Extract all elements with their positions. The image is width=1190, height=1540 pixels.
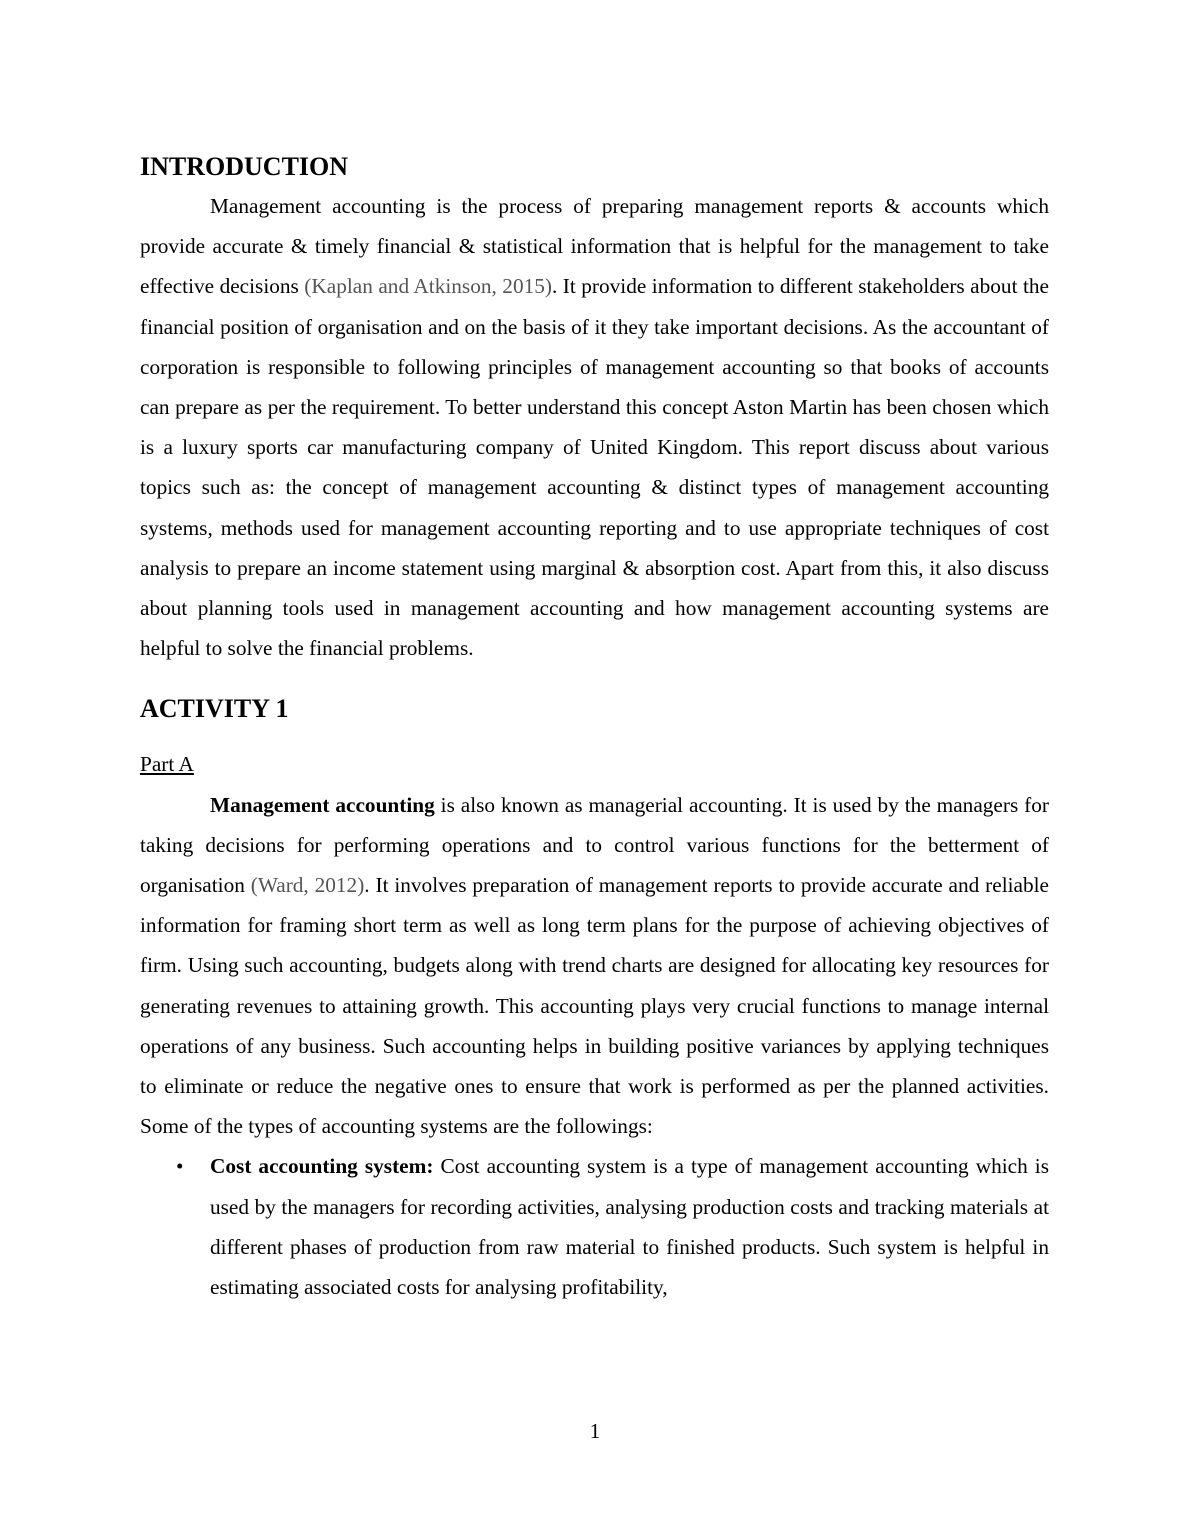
- activity-1-paragraph: [140, 785, 1049, 1147]
- activity-citation: (Ward, 2012): [250, 873, 365, 898]
- intro-citation: (Kaplan and Atkinson, 2015): [304, 274, 552, 299]
- bullet-icon: •: [176, 1154, 184, 1179]
- introduction-heading: INTRODUCTION: [140, 152, 349, 181]
- part-a-label: Part A: [140, 752, 194, 777]
- list-item-term: Cost accounting system:: [210, 1154, 434, 1179]
- activity-text-start: is also known as managerial accounting. It is used by the managers for taking decisions for performing operations and to control various functions for the betterment of organisation: [140, 792, 1049, 898]
- accounting-systems-list: [140, 1146, 1049, 1307]
- intro-text-end: . It provide information to different stakeholders about the financial position of organisation and on the basis of it they take important decisions. As the accountant of corporation is responsible to following principles of management accounting so that books of accounts can prepare as per the requirement. To better understand this concept Aston Martin has been chosen which is a luxury sports car manufacturing company of United Kingdom. This report discuss about various topics such as: the concept of management accounting & distinct types of management accounting systems, methods used for management accounting reporting and to use appropriate techniques of cost analysis to prepare an income statement using marginal & absorption cost. Apart from this, it also discuss about planning tools used in management accounting and how management accounting systems are helpful to solve the financial problems.: [140, 274, 1049, 661]
- activity-1-heading: ACTIVITY 1: [140, 694, 289, 724]
- intro-text-start: Management accounting is the process of preparing management reports & accounts which provide accurate & timely financial & statistical information that is helpful for the management to take effective decisions: [140, 194, 1049, 299]
- page-content: [140, 150, 1049, 1307]
- list-item-text: Cost accounting system is a type of management accounting which is used by the managers for recording activities, analysing production costs and tracking materials at different phases of production from raw material to finished products. Such system is helpful in estimating associated costs for analysing profitability,: [210, 1154, 1049, 1300]
- introduction-paragraph: [140, 186, 1049, 668]
- list-item: [140, 1146, 1049, 1307]
- bold-lead-term: Management accounting: [210, 792, 435, 817]
- activity-text-end: . It involves preparation of management reports to provide accurate and reliable information for framing short term as well as long term plans for the purpose of achieving objectives of firm. Using such accounting, budgets along with trend charts are designed for allocating key resources for generating revenues to attaining growth. This accounting plays very crucial functions to manage internal operations of any business. Such accounting helps in building positive variances by applying techniques to eliminate or reduce the negative ones to ensure that work is performed as per the planned activities. Some of the types of accounting systems are the followings:: [140, 873, 1049, 1139]
- page-number: 1: [589, 1419, 601, 1443]
